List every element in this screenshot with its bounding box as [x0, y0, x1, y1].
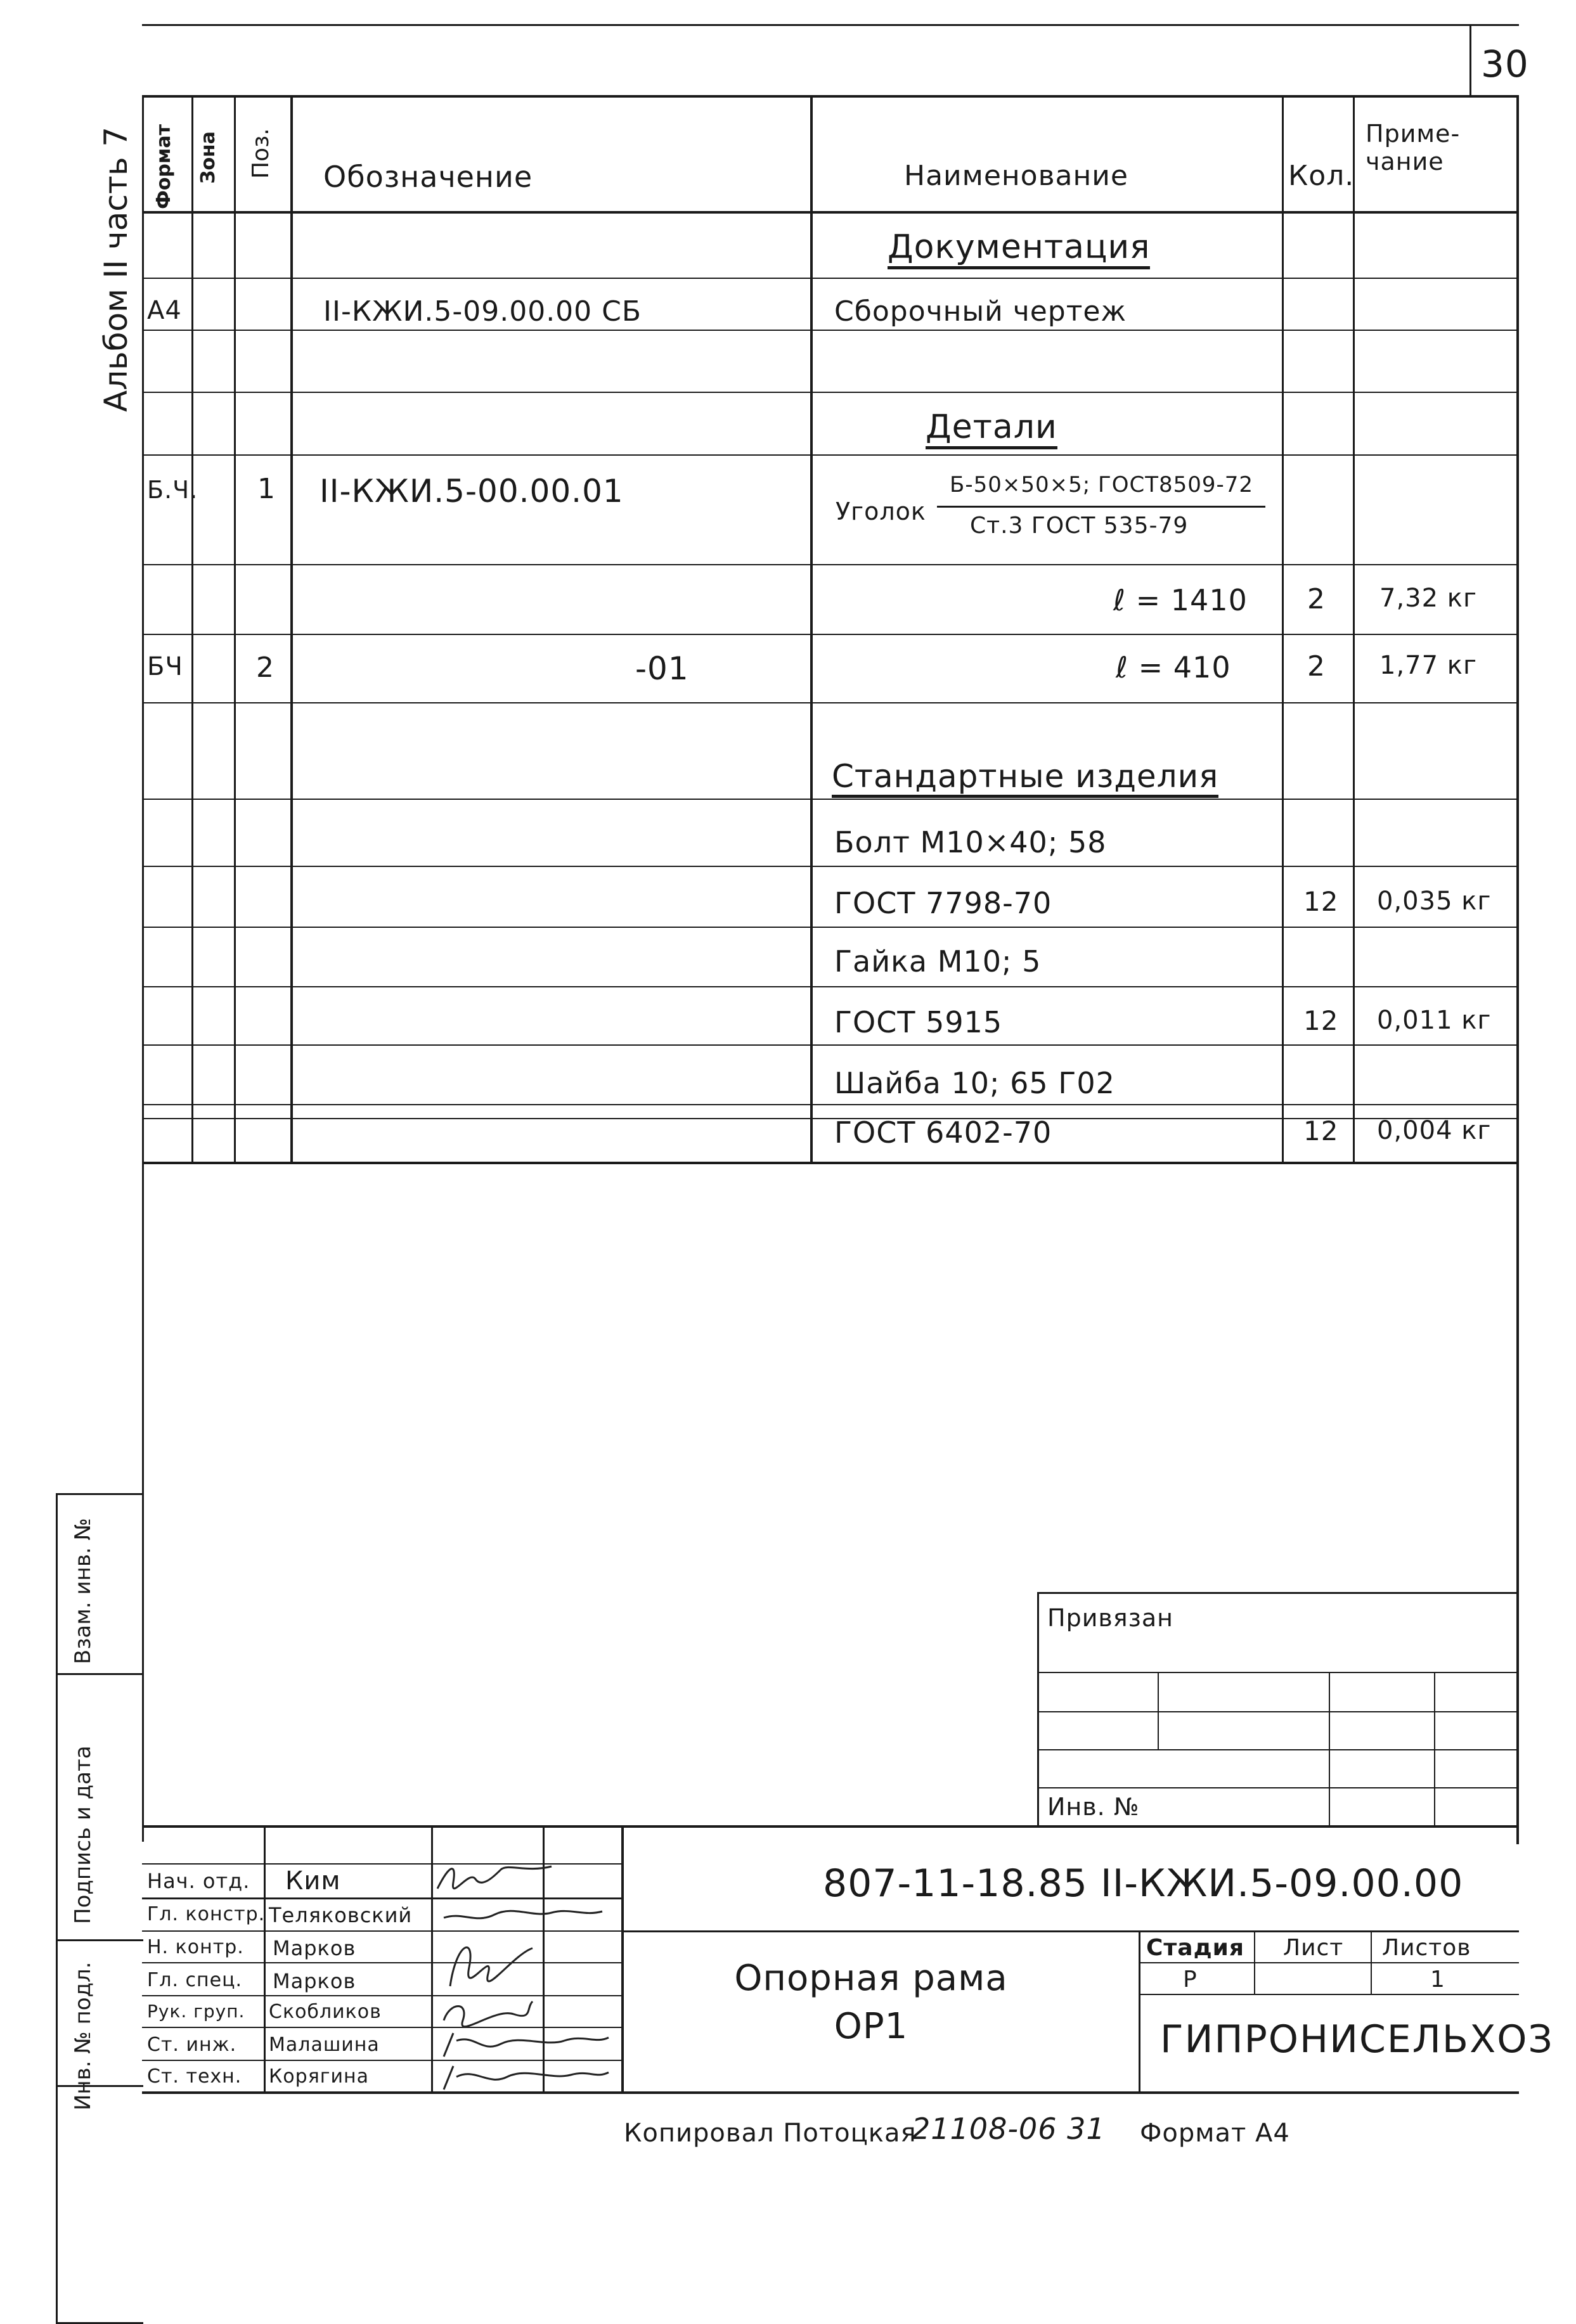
washer-name: Шайба 10; 65 Г02 [834, 1066, 1115, 1100]
row-part1-name-prefix: Уголок [836, 498, 926, 525]
row-part1-qty: 2 [1307, 583, 1326, 615]
row-docs-designation: II-КЖИ.5-09.00.00 СБ [323, 295, 642, 328]
nut-name: Гайка М10; 5 [834, 944, 1042, 979]
role-1: Нач. отд. [147, 1869, 250, 1893]
title-line1: Опорная рама [734, 1958, 1008, 1999]
row-part1-pos: 1 [257, 473, 276, 505]
row-part1-profile: Б-50×50×5; ГОСТ8509-72 [950, 472, 1254, 498]
nut-note: 0,011 кг [1377, 1006, 1492, 1035]
footer-order: 21108-06 31 [912, 2112, 1106, 2146]
role-3: Н. контр. [147, 1936, 244, 1958]
album-label: Альбом II часть 7 [98, 126, 134, 412]
signature-4 [437, 1995, 539, 2028]
section-standard-items: Стандартные изделия [832, 761, 1218, 798]
header-zone: Зона [197, 131, 219, 184]
row-docs-name: Сборочный чертеж [834, 295, 1127, 328]
name-4: Марков [273, 1969, 356, 1993]
row-part1-designation: II-КЖИ.5-00.00.01 [320, 473, 624, 510]
row-part2-length: ℓ = 410 [1116, 650, 1231, 684]
section-documentation: Документация [888, 231, 1150, 269]
name-5: Скобликов [269, 2001, 382, 2023]
role-2: Гл. констр. [147, 1903, 266, 1925]
name-6: Малашина [269, 2034, 380, 2056]
signature-6 [437, 2061, 615, 2093]
side-inv-podl: Инв. № подл. [70, 1961, 96, 2110]
washer-note: 0,004 кг [1377, 1116, 1492, 1145]
row-part2-qty: 2 [1307, 650, 1326, 683]
bolt-note: 0,035 кг [1377, 887, 1492, 916]
sheet-number-box-left [1469, 25, 1471, 96]
role-4: Гл. спец. [147, 1969, 243, 1991]
row-part2-pos: 2 [256, 652, 275, 684]
header-qty: Кол. [1288, 160, 1355, 192]
fraction-line [937, 506, 1265, 508]
privyazan-inv: Инв. № [1047, 1793, 1140, 1821]
row-part2-note: 1,77 кг [1379, 651, 1477, 680]
sheet-number: 30 [1481, 42, 1529, 86]
footer-copied: Копировал Потоцкая [624, 2119, 917, 2148]
row-part2-designation: -01 [635, 650, 689, 687]
header-name: Наименование [904, 160, 1128, 192]
section-details: Детали [926, 411, 1057, 449]
sheets-value: 1 [1430, 1967, 1445, 1993]
sheet-label: Лист [1283, 1935, 1344, 1961]
row-part1-steel: Ст.3 ГОСТ 535-79 [970, 513, 1189, 539]
signature-2 [437, 1899, 609, 1930]
privyazan-title: Привязан [1047, 1604, 1173, 1632]
header-pos: Поз. [248, 128, 274, 179]
sheets-label: Листов [1382, 1935, 1471, 1961]
name-3: Марков [273, 1936, 356, 1960]
nut-qty: 12 [1303, 1005, 1339, 1036]
role-5: Рук. груп. [147, 2001, 245, 2022]
header-format: Формат [153, 124, 175, 209]
name-2: Теляковский [269, 1903, 413, 1927]
role-7: Ст. техн. [147, 2065, 242, 2088]
bolt-name: Болт М10×40; 58 [834, 825, 1107, 859]
row-part1-length: ℓ = 1410 [1113, 583, 1248, 617]
header-note: Приме- чание [1366, 120, 1461, 176]
stage-label: Стадия [1146, 1935, 1244, 1961]
stage-value: Р [1183, 1967, 1198, 1993]
name-1: Ким [285, 1866, 341, 1896]
footer-format: Формат А4 [1140, 2119, 1290, 2148]
row-part2-format: БЧ [147, 652, 183, 681]
signature-1 [431, 1857, 558, 1899]
role-6: Ст. инж. [147, 2034, 237, 2056]
washer-standard: ГОСТ 6402-70 [834, 1115, 1052, 1150]
row-part1-note: 7,32 кг [1379, 584, 1477, 613]
header-designation: Обозначение [323, 160, 533, 194]
organization: ГИПРОНИСЕЛЬХОЗ [1160, 2017, 1554, 2062]
nut-standard: ГОСТ 5915 [834, 1005, 1003, 1039]
name-7: Корягина [269, 2065, 369, 2088]
row-part1-format: Б.Ч. [147, 476, 198, 504]
side-podpis: Подпись и дата [70, 1745, 96, 1924]
title-line2: ОР1 [834, 2006, 908, 2047]
signature-3 [437, 1929, 539, 1995]
top-border [142, 24, 1519, 26]
row-docs-format: А4 [147, 296, 182, 325]
washer-qty: 12 [1303, 1115, 1339, 1146]
drawing-code: 807-11-18.85 II-КЖИ.5-09.00.00 [823, 1861, 1464, 1906]
bolt-standard: ГОСТ 7798-70 [834, 886, 1052, 920]
side-vzam: Взам. инв. № [70, 1518, 96, 1664]
signature-5 [437, 2028, 615, 2061]
bolt-qty: 12 [1303, 886, 1339, 917]
